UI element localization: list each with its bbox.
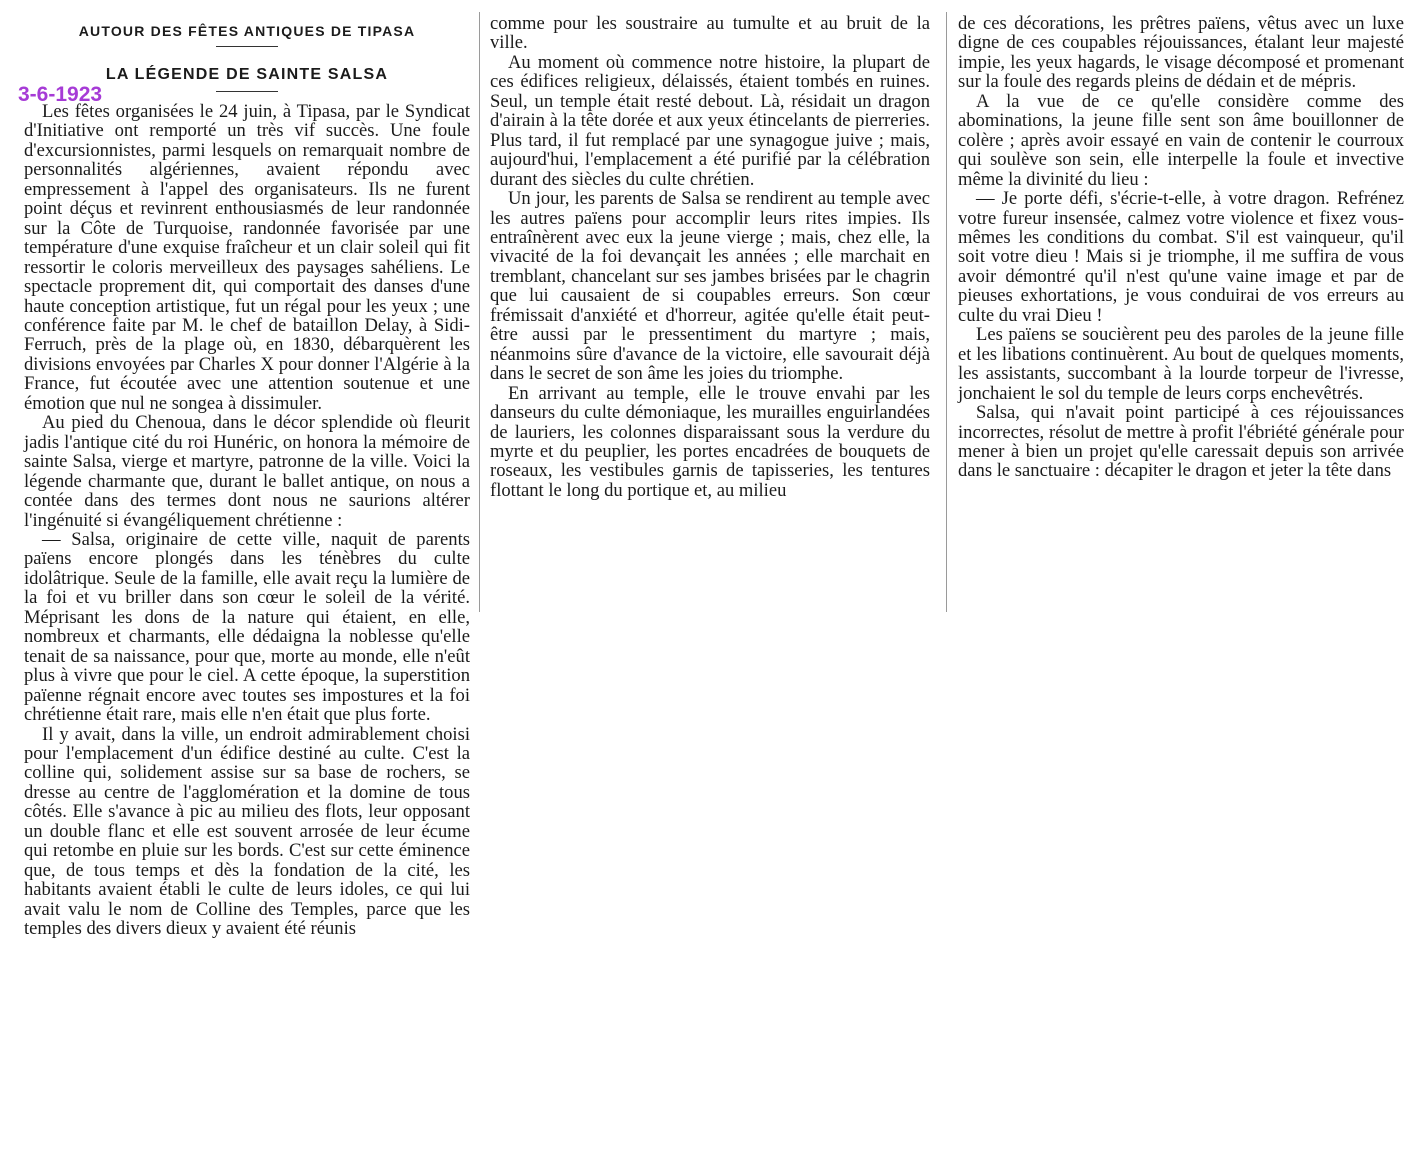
article-column-2 [490,14,930,500]
paragraph: A la vue de ce qu'elle considère comme des abominations, la jeune fille sent son âme bouillonner de colère ; après avoir essayé en vain de contenir le courroux qui soulève son sein, elle interpelle la foule et invective même la divinité du lieu : [958,90,1404,190]
paragraph: comme pour les soustraire au tumulte et au bruit de la ville. [490,13,930,54]
paragraph: Au pied du Chenoua, dans le décor splendide où fleurit jadis l'antique cité du roi Hunéric, on honora la mémoire de sainte Salsa, vierge et martyre, patronne de la ville. Voici la légende charmante que, durant le ballet antique, on nous a contée dans des termes dont nous ne saurions altérer l'ingénuité si évangéliquement chrétienne : [24,412,470,531]
paragraph: Salsa, qui n'avait point participé à ces réjouissances incorrectes, résolut de mettre à profit l'ébriété générale pour mener à bien un projet qu'elle caressait depuis son arrivée dans le sanctuaire : décapiter le dragon et jeter la tête dans [958,402,1404,482]
paragraph: Au moment où commence notre histoire, la plupart de ces édifices religieux, délaissés, étaient tombés en ruines. Seul, un temple était resté debout. Là, résidait un dragon d'airain à la tête dorée et aux yeux étincelants de pierreries. Plus tard, il fut remplacé par une synagogue juive ; mais, aujourd'hui, l'emplacement a été purifié par la célébration durant des siècles du culte chrétien. [490,51,930,190]
paragraph: Il y avait, dans la ville, un endroit admirablement choisi pour l'emplacement d'un édifice destiné au culte. C'est la colline qui, solidement assise sur sa base de rochers, se dresse au centre de l'agglomération et la domine de tous côtés. Elle s'avance à pic au milieu des flots, leur opposant un double flanc et elle est souvent arrosée de leur écume qui retombe en pluie sur les bords. C'est sur cette éminence que, de tous temps et dès la fondation de la cité, les habitants avaient établi le culte de leurs idoles, ce qui lui avait valu le nom de Colline des Temples, parce que les temples des divers dieux y avaient été réunis [24,723,470,940]
column-divider [479,12,480,612]
paragraph: Les fêtes organisées le 24 juin, à Tipasa, par le Syndicat d'Initiative ont remporté un très vif succès. Une foule d'excursionnistes, parmi lesquels on remarquait nombre de personnalités algériennes, avaient répondu avec empressement à l'appel des organisateurs. Ils ne furent point déçus et revinrent enthousiasmés de leur randonnée sur la Côte de Turquoise, randonnée favorisée par une température d'une exquise fraîcheur et un clair soleil qui fit ressortir le coloris merveilleux des paysages sahéliens. Le spectacle proprement dit, qui comportait des danses d'une haute conception artistique, fut un régal pour les yeux ; une conférence faite par M. le chef de bataillon Delay, à Sidi-Ferruch, près de la plage où, en 1830, débarquèrent les divisions envoyées par Charles X pour donner l'Algérie à la France, fut écoutée avec une attention soutenue et une émotion que nul ne songea à dissimuler. [24,101,470,414]
paragraph: Un jour, les parents de Salsa se rendirent au temple avec les autres païens pour accomplir leurs rites impies. Ils entraînèrent avec eux la jeune vierge ; mais, chez elle, la vivacité de la foi devançait les années ; elle marchait en tremblant, chancelant sur ses jambes brisées par le chagrin que lui causaient de si coupables erreurs. Son cœur frémissait d'anxiété et d'horreur, agitée qu'elle était peut-être aussi par le pressentiment du martyre ; mais, néanmoins sûre d'avance de la victoire, elle savourait déjà dans le secret de son âme les joies du triomphe. [490,188,930,385]
paragraph: En arrivant au temple, elle le trouve envahi par les danseurs du culte démoniaque, les murailles enguirlandées de lauriers, les colonnes disparaissant sous la verdure du myrte et du peuplier, les portes encadrées de bouquets de roseaux, les vestibules garnis de tapisseries, les tentures flottant le long du portique et, au milieu [490,382,930,501]
title-rule [216,91,278,92]
column-divider [946,12,947,612]
section-title: AUTOUR DES FÊTES ANTIQUES DE TIPASA [78,23,416,39]
paragraph: — Je porte défi, s'écrie-t-elle, à votre dragon. Refrénez votre fureur insensée, calmez votre violence et fixez vous-mêmes les conditions du combat. S'il est vainqueur, qu'il soit votre dieu ! Mais si je triomphe, il me suffira de vous avoir démontré qu'il n'est qu'une vaine image et par de pieuses exhortations, je vous conduirai de vos erreurs au culte du vrai Dieu ! [958,188,1404,326]
article-title: LA LÉGENDE DE SAINTE SALSA [105,66,389,83]
title-rule [216,46,278,47]
paragraph: de ces décorations, les prêtres païens, vêtus avec un luxe digne de ces coupables réjouissances, étalant leur majesté impie, les yeux hagards, le visage décomposé et promenant sur la foule des regards pleins de dédain et de mépris. [958,13,1404,93]
article-column-1 [24,14,470,938]
article-column-3 [958,14,1404,481]
paragraph: Les païens se soucièrent peu des paroles de la jeune fille et les libations continuèrent. Au bout de quelques moments, les assistants, succombant à la lourde torpeur de l'ivresse, jonchaient le sol du temple de leurs corps enchevêtrés. [958,324,1404,404]
paragraph: — Salsa, originaire de cette ville, naquit de parents païens encore plongés dans les ténèbres du culte idolâtrique. Seule de la famille, elle avait reçu la lumière de la foi et vu briller dans son cœur le soleil de la vérité. Méprisant les dons de la nature qui étaient, en elle, nombreux et charmants, elle dédaigna la noblesse qu'elle tenait de sa naissance, pour que, morte au monde, elle n'eût plus à vivre que pour le ciel. A cette époque, la superstition païenne régnait encore avec toutes ses impostures et la foi chrétienne était rare, mais elle n'en était que plus forte. [24,528,470,726]
date-stamp: 3-6-1923 [18,83,103,106]
